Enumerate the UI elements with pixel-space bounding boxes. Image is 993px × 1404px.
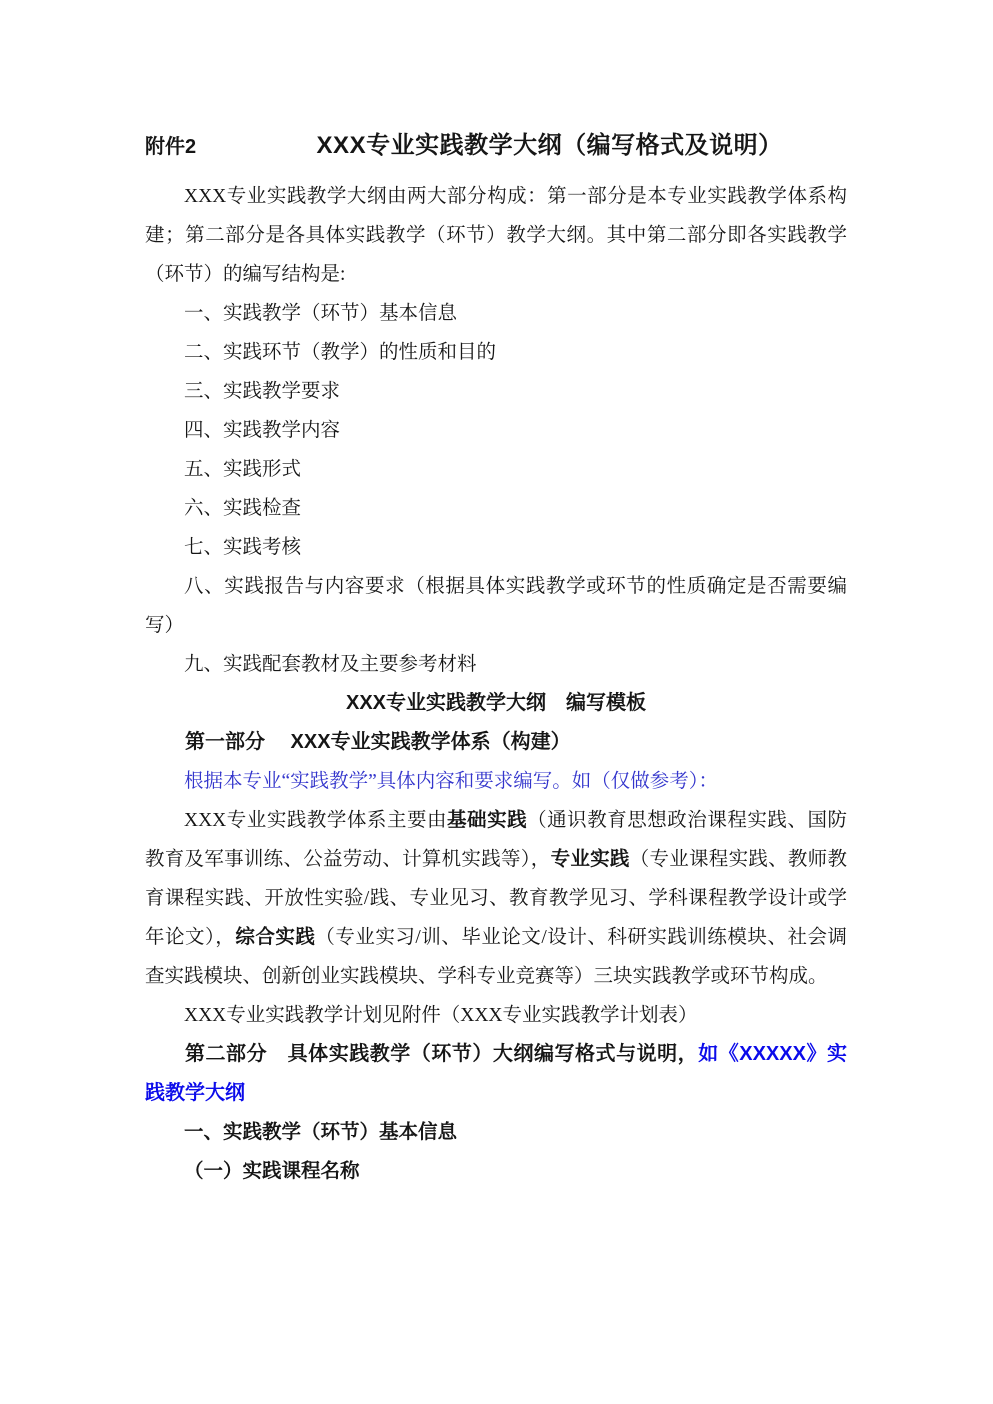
document-header <box>145 128 847 165</box>
template-center-heading: XXX专业实践教学大纲 编写模板 <box>345 692 647 714</box>
outline-item-3: 三、实践教学要求 <box>184 381 341 402</box>
part2-heading-black-text: 第二部分 具体实践教学（环节）大纲编写格式与说明， <box>185 1043 699 1065</box>
comprehensive-practice-emphasis: 综合实践 <box>235 926 316 948</box>
outline-item-7: 七、实践考核 <box>184 537 302 558</box>
part1-heading: 第一部分 XXX专业实践教学体系（构建） <box>185 731 571 753</box>
part2-subsection1-heading: （一）实践课程名称 <box>184 1160 360 1182</box>
outline-item-6: 六、实践检查 <box>184 498 302 519</box>
outline-item-9: 九、实践配套教材及主要参考材料 <box>184 654 477 675</box>
part1-blue-note: 根据本专业“实践教学”具体内容和要求编写。如（仅做参考）： <box>184 771 719 792</box>
outline-item-4: 四、实践教学内容 <box>184 420 341 441</box>
part2-section1-heading: 一、实践教学（环节）基本信息 <box>184 1121 458 1143</box>
part1-system-paragraph <box>145 801 847 996</box>
system-paragraph-text: XXX专业实践教学体系主要由 <box>184 810 448 831</box>
document-title: XXX专业实践教学大纲（编写格式及说明） <box>316 132 783 159</box>
basic-practice-emphasis: 基础实践 <box>447 809 528 831</box>
intro-paragraph: XXX专业实践教学大纲由两大部分构成：第一部分是本专业实践教学体系构建；第二部分是各具体实践教学（环节）教学大纲。其中第二部分即各实践教学（环节）的编写结构是: <box>145 186 847 285</box>
system-paragraph-text: （专业实习/训、毕业论文/设计、科研实践训练模块、社会调查实践模块、创新创业实践模块、学科专业竞赛等）三块实践教学或环节构成。 <box>145 927 847 987</box>
part2-heading-blue-text: 如《XXXXX》实践教学大纲 <box>145 1043 847 1104</box>
system-paragraph-text: （专业课程实践、教师教育课程实践、开放性实验/践、专业见习、教育教学见习、学科课程教学设计或学年论文）， <box>145 849 847 948</box>
document-content <box>145 128 847 1191</box>
system-paragraph-text: （通识教育思想政治课程实践、国防教育及军事训练、公益劳动、计算机实践等）， <box>145 810 847 870</box>
outline-item-8: 八、实践报告与内容要求（根据具体实践教学或环节的性质确定是否需要编写） <box>145 576 847 636</box>
outline-item-1: 一、实践教学（环节）基本信息 <box>184 303 458 324</box>
attachment-label: 附件2 <box>145 136 197 158</box>
part2-heading <box>145 1035 847 1113</box>
outline-item-2: 二、实践环节（教学）的性质和目的 <box>184 342 497 363</box>
part1-plan-note: XXX专业实践教学计划见附件（XXX专业实践教学计划表） <box>184 1005 698 1026</box>
outline-item-5: 五、实践形式 <box>184 459 302 480</box>
professional-practice-emphasis: 专业实践 <box>550 848 630 870</box>
